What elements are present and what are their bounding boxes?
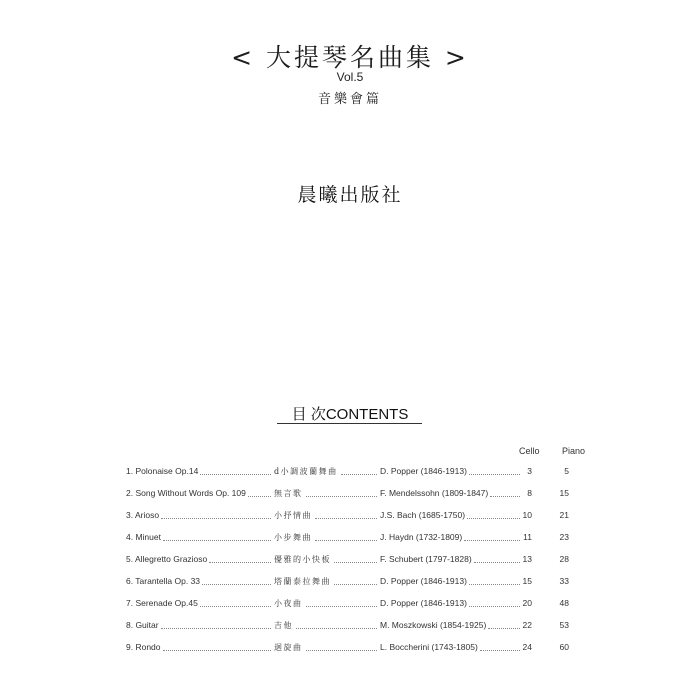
cello-page: 22 <box>522 620 532 630</box>
piece-title-chinese: 小夜曲 <box>274 599 303 608</box>
composer: D. Popper (1846-1913) <box>380 598 467 608</box>
dot-leader <box>163 650 271 651</box>
dot-leader <box>200 474 271 475</box>
cello-page: 20 <box>522 598 532 608</box>
toc-row <box>126 488 586 502</box>
piece-title: 9. Rondo <box>126 642 161 652</box>
piece-title-chinese: 小步舞曲 <box>274 533 312 542</box>
piece-title-chinese: 吉他 <box>274 621 293 630</box>
cello-page: 10 <box>522 510 532 520</box>
dot-leader <box>467 518 520 519</box>
toc-row <box>126 510 586 524</box>
dot-leader <box>202 584 271 585</box>
piece-title-chinese: 迴旋曲 <box>274 643 303 652</box>
cello-page: 13 <box>522 554 532 564</box>
column-header-cello: Cello <box>519 446 540 456</box>
book-title: < 大提琴名曲集 > <box>231 43 469 72</box>
piano-page: 28 <box>559 554 569 564</box>
piece-title: 3. Arioso <box>126 510 160 520</box>
piece-title: 2. Song Without Words Op. 109 <box>126 488 246 498</box>
dot-leader <box>490 496 520 497</box>
piece-title: 6. Tarantella Op. 33 <box>126 576 201 586</box>
cello-page: 11 <box>523 532 532 542</box>
composer: J. Haydn (1732-1809) <box>380 532 463 542</box>
composer: D. Popper (1846-1913) <box>380 466 467 476</box>
dot-leader <box>200 606 271 607</box>
dot-leader <box>306 606 377 607</box>
piece-title-chinese: 優雅的小快板 <box>274 555 331 564</box>
dot-leader <box>334 584 377 585</box>
piece-title-chinese: 無言歌 <box>274 489 303 498</box>
composer: M. Moszkowski (1854-1925) <box>380 620 487 630</box>
composer: F. Mendelssohn (1809-1847) <box>380 488 489 498</box>
dot-leader <box>469 606 520 607</box>
dot-leader <box>341 474 377 475</box>
dot-leader <box>296 628 377 629</box>
piano-page: 33 <box>559 576 569 586</box>
toc-row <box>126 576 586 590</box>
piece-title: 5. Allegretto Grazioso <box>126 554 208 564</box>
volume-label: Vol.5 <box>336 70 364 84</box>
dot-leader <box>334 562 377 563</box>
composer: F. Schubert (1797-1828) <box>380 554 472 564</box>
dot-leader <box>474 562 520 563</box>
dot-leader <box>306 496 377 497</box>
piano-page: 48 <box>559 598 569 608</box>
toc-row <box>126 642 586 656</box>
dot-leader <box>161 628 271 629</box>
piano-page: 60 <box>559 642 569 652</box>
composer: D. Popper (1846-1913) <box>380 576 467 586</box>
contents-heading: 目 次CONTENTS <box>291 406 409 423</box>
dot-leader <box>306 650 377 651</box>
dot-leader <box>464 540 520 541</box>
dot-leader <box>209 562 271 563</box>
composer: J.S. Bach (1685-1750) <box>380 510 466 520</box>
toc-row <box>126 598 586 612</box>
toc-row <box>126 532 586 546</box>
book-subtitle: 音樂會篇 <box>317 92 382 107</box>
dot-leader <box>480 650 520 651</box>
cello-page: 3 <box>527 466 532 476</box>
toc-row <box>126 466 586 480</box>
piece-title-chinese: 小抒情曲 <box>274 511 312 520</box>
cello-page: 15 <box>522 576 532 586</box>
cello-page: 24 <box>522 642 532 652</box>
piece-title: 1. Polonaise Op.14 <box>126 466 199 476</box>
toc-row <box>126 554 586 568</box>
piece-title: 4. Minuet <box>126 532 161 542</box>
dot-leader <box>488 628 520 629</box>
composer: L. Boccherini (1743-1805) <box>380 642 478 652</box>
heading-underline <box>277 423 422 424</box>
piano-page: 5 <box>564 466 569 476</box>
dot-leader <box>469 584 520 585</box>
piece-title: 7. Serenade Op.45 <box>126 598 198 608</box>
cello-page: 8 <box>527 488 532 498</box>
piano-page: 53 <box>559 620 569 630</box>
dot-leader <box>469 474 520 475</box>
dot-leader <box>163 540 271 541</box>
piece-title-chinese: d小調波蘭舞曲 <box>274 467 338 476</box>
publisher-name: 晨曦出版社 <box>297 184 403 206</box>
piano-page: 21 <box>559 510 569 520</box>
piano-page: 23 <box>559 532 569 542</box>
dot-leader <box>248 496 271 497</box>
piano-page: 15 <box>559 488 569 498</box>
piece-title: 8. Guitar <box>126 620 159 630</box>
piece-title-chinese: 塔蘭泰拉舞曲 <box>274 577 331 586</box>
dot-leader <box>315 540 377 541</box>
dot-leader <box>315 518 377 519</box>
dot-leader <box>161 518 271 519</box>
column-header-piano: Piano <box>562 446 586 456</box>
toc-row <box>126 620 586 634</box>
